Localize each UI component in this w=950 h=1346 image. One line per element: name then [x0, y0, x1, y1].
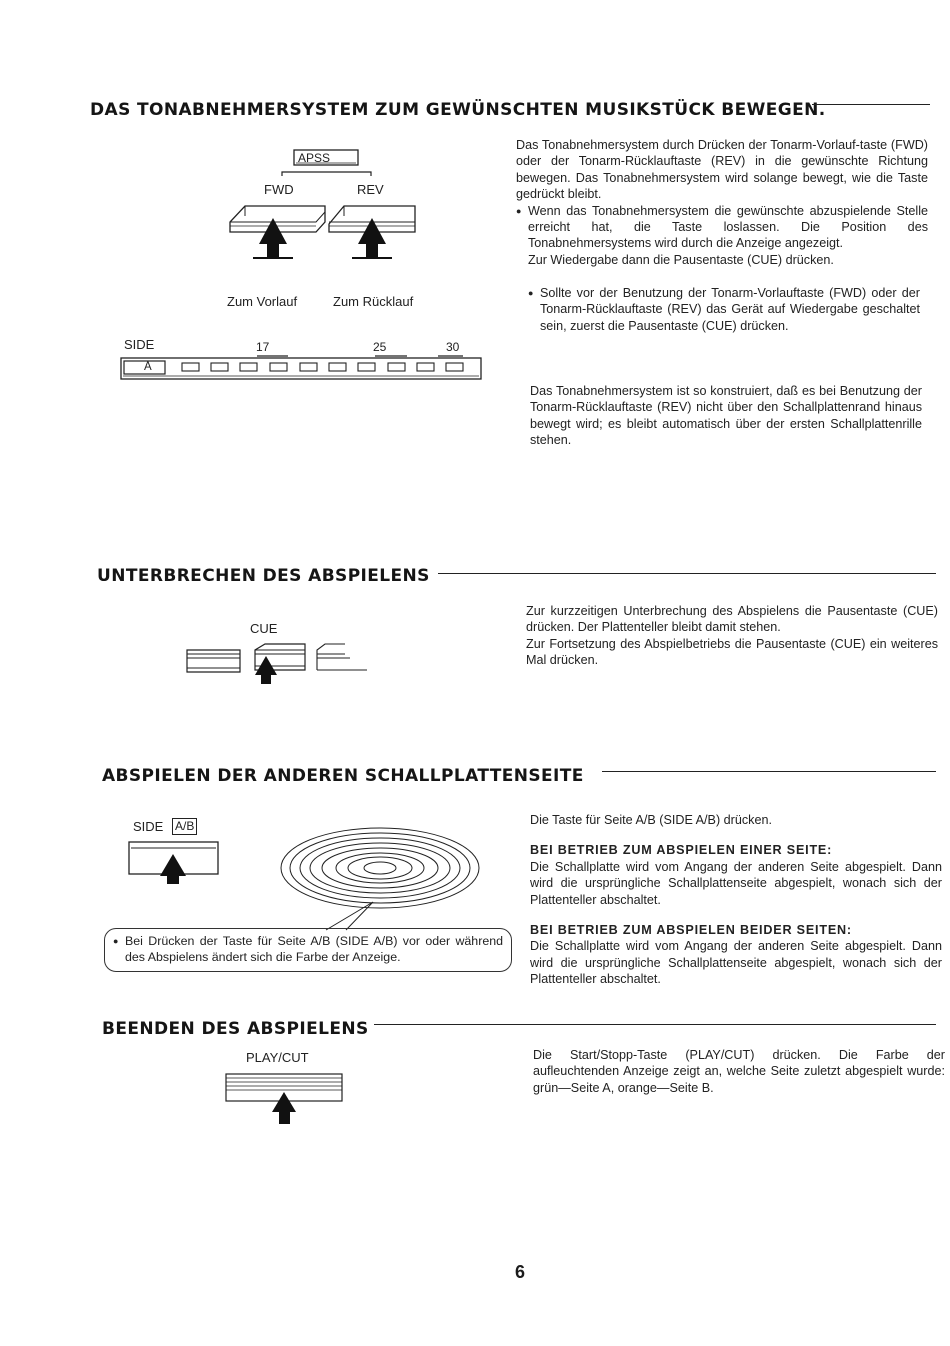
position-indicator	[120, 352, 485, 382]
reverse-caption: Zum Rücklauf	[333, 294, 414, 309]
record-illustration	[280, 822, 486, 932]
heading-rule	[812, 104, 930, 105]
side-ab-box: A/B	[172, 818, 197, 835]
heading-rule	[374, 1024, 936, 1025]
move-bullet-release-cue: Zur Wiedergabe dann die Pausentaste (CUE) drücken.	[528, 252, 834, 267]
heading-stop: BEENDEN DES ABSPIELENS	[102, 1019, 369, 1039]
pause-description	[526, 603, 938, 669]
side-ab-label: SIDE	[133, 819, 164, 834]
page-number: 6	[515, 1262, 526, 1282]
apss-label: APSS	[298, 151, 331, 165]
one-side-text: Die Schallplatte wird vom Angang der anderen Seite abgespielt. Dann wird die ursprüngliche Schallplattenseite abgespielt, wonach sich der Plattenteller abschaltet.	[530, 859, 942, 907]
rev-label: REV	[357, 182, 384, 197]
heading-pause: UNTERBRECHEN DES ABSPIELENS	[97, 566, 430, 586]
fwd-label: FWD	[264, 182, 294, 197]
subheading-both-sides: BEI BETRIEB ZUM ABSPIELEN BEIDER SEITEN:	[530, 923, 852, 938]
side-indicator-value: A	[144, 361, 152, 373]
heading-other-side: ABSPIELEN DER ANDEREN SCHALLPLATTENSEITE	[102, 766, 584, 786]
stop-paragraph: Die Start/Stopp-Taste (PLAY/CUT) drücken. Die Farbe der aufleuchtenden Anzeige zeigt an, welche Seite zuletzt abgespielt wurde: grün—Seite A, orange—Seite B.	[533, 1048, 945, 1095]
pause-paragraph-1: Zur kurzzeitigen Unterbrechung des Abspielens die Pausentaste (CUE) drücken. Der Plattenteller bleibt damit stehen.	[526, 604, 938, 635]
both-sides-text: Die Schallplatte wird vom Angang der anderen Seite abgespielt. Dann wird die ursprüngliche Schallplattenseite abgespielt, wonach sich der Plattenteller abschaltet.	[530, 939, 942, 987]
side-ab-button	[125, 836, 225, 888]
move-rev-note-text: Das Tonabnehmersystem ist so konstruiert, daß es bei Benutzung der Tonarm-Rücklauftaste (REV) nicht über den Schallplattenrand hinaus bewegt wird; es bleibt automatisch über der ersten Schallplattenrille stehen.	[530, 384, 922, 448]
play-cut-label: PLAY/CUT	[246, 1050, 309, 1065]
move-bullet-playback	[528, 285, 920, 334]
move-bullet-playback-text: ● Sollte vor der Benutzung der Tonarm-Vorlauftaste (FWD) oder der Tonarm-Rücklauftaste (REV) das Gerät auf Wiedergabe geschaltet sein, zuerst die Pausentaste (CUE) drücken.	[528, 285, 920, 334]
pause-paragraph-2: Zur Fortsetzung des Abspielbetriebs die Pausentaste (CUE) ein weiteres Mal drücken.	[526, 636, 938, 668]
play-cut-button	[222, 1068, 347, 1130]
heading-rule	[438, 573, 936, 574]
cue-label: CUE	[250, 621, 278, 636]
subheading-one-side: BEI BETRIEB ZUM ABSPIELEN EINER SEITE:	[530, 843, 833, 858]
side-ab-note	[104, 928, 512, 972]
stop-description	[533, 1047, 945, 1096]
scale-mark-17: 17	[256, 340, 270, 354]
heading-rule	[602, 771, 936, 772]
scale-mark-25: 25	[373, 340, 387, 354]
side-label: SIDE	[124, 337, 155, 352]
forward-caption: Zum Vorlauf	[227, 294, 298, 309]
cue-buttons-diagram	[185, 640, 375, 690]
other-side-description	[530, 812, 942, 988]
scale-mark-30: 30	[446, 340, 460, 354]
move-bullet-release: ● Wenn das Tonabnehmersystem die gewünschte abzuspielende Stelle erreicht hat, die Taste loslassen. Die Position des Tonabnehmersystems wird durch die Anzeige angezeigt.	[516, 203, 928, 252]
other-side-paragraph: Die Taste für Seite A/B (SIDE A/B) drücken.	[530, 813, 772, 827]
move-rev-note	[530, 383, 922, 449]
side-ab-note-text: ● Bei Drücken der Taste für Seite A/B (SIDE A/B) vor oder während des Abspielens ändert sich die Farbe der Anzeige.	[113, 933, 503, 965]
move-paragraph: Das Tonabnehmersystem durch Drücken der Tonarm-Vorlauf-taste (FWD) oder der Tonarm-Rücklauftaste (REV) in die gewünschte Richtung bewegen. Das Tonabnehmersystem wird solange bewegt, wie die Taste gedrückt bleibt.	[516, 138, 928, 202]
move-description	[516, 137, 928, 268]
heading-move-cartridge: DAS TONABNEHMERSYSTEM ZUM GEWÜNSCHTEN MUSIKSTÜCK BEWEGEN.	[90, 100, 826, 120]
